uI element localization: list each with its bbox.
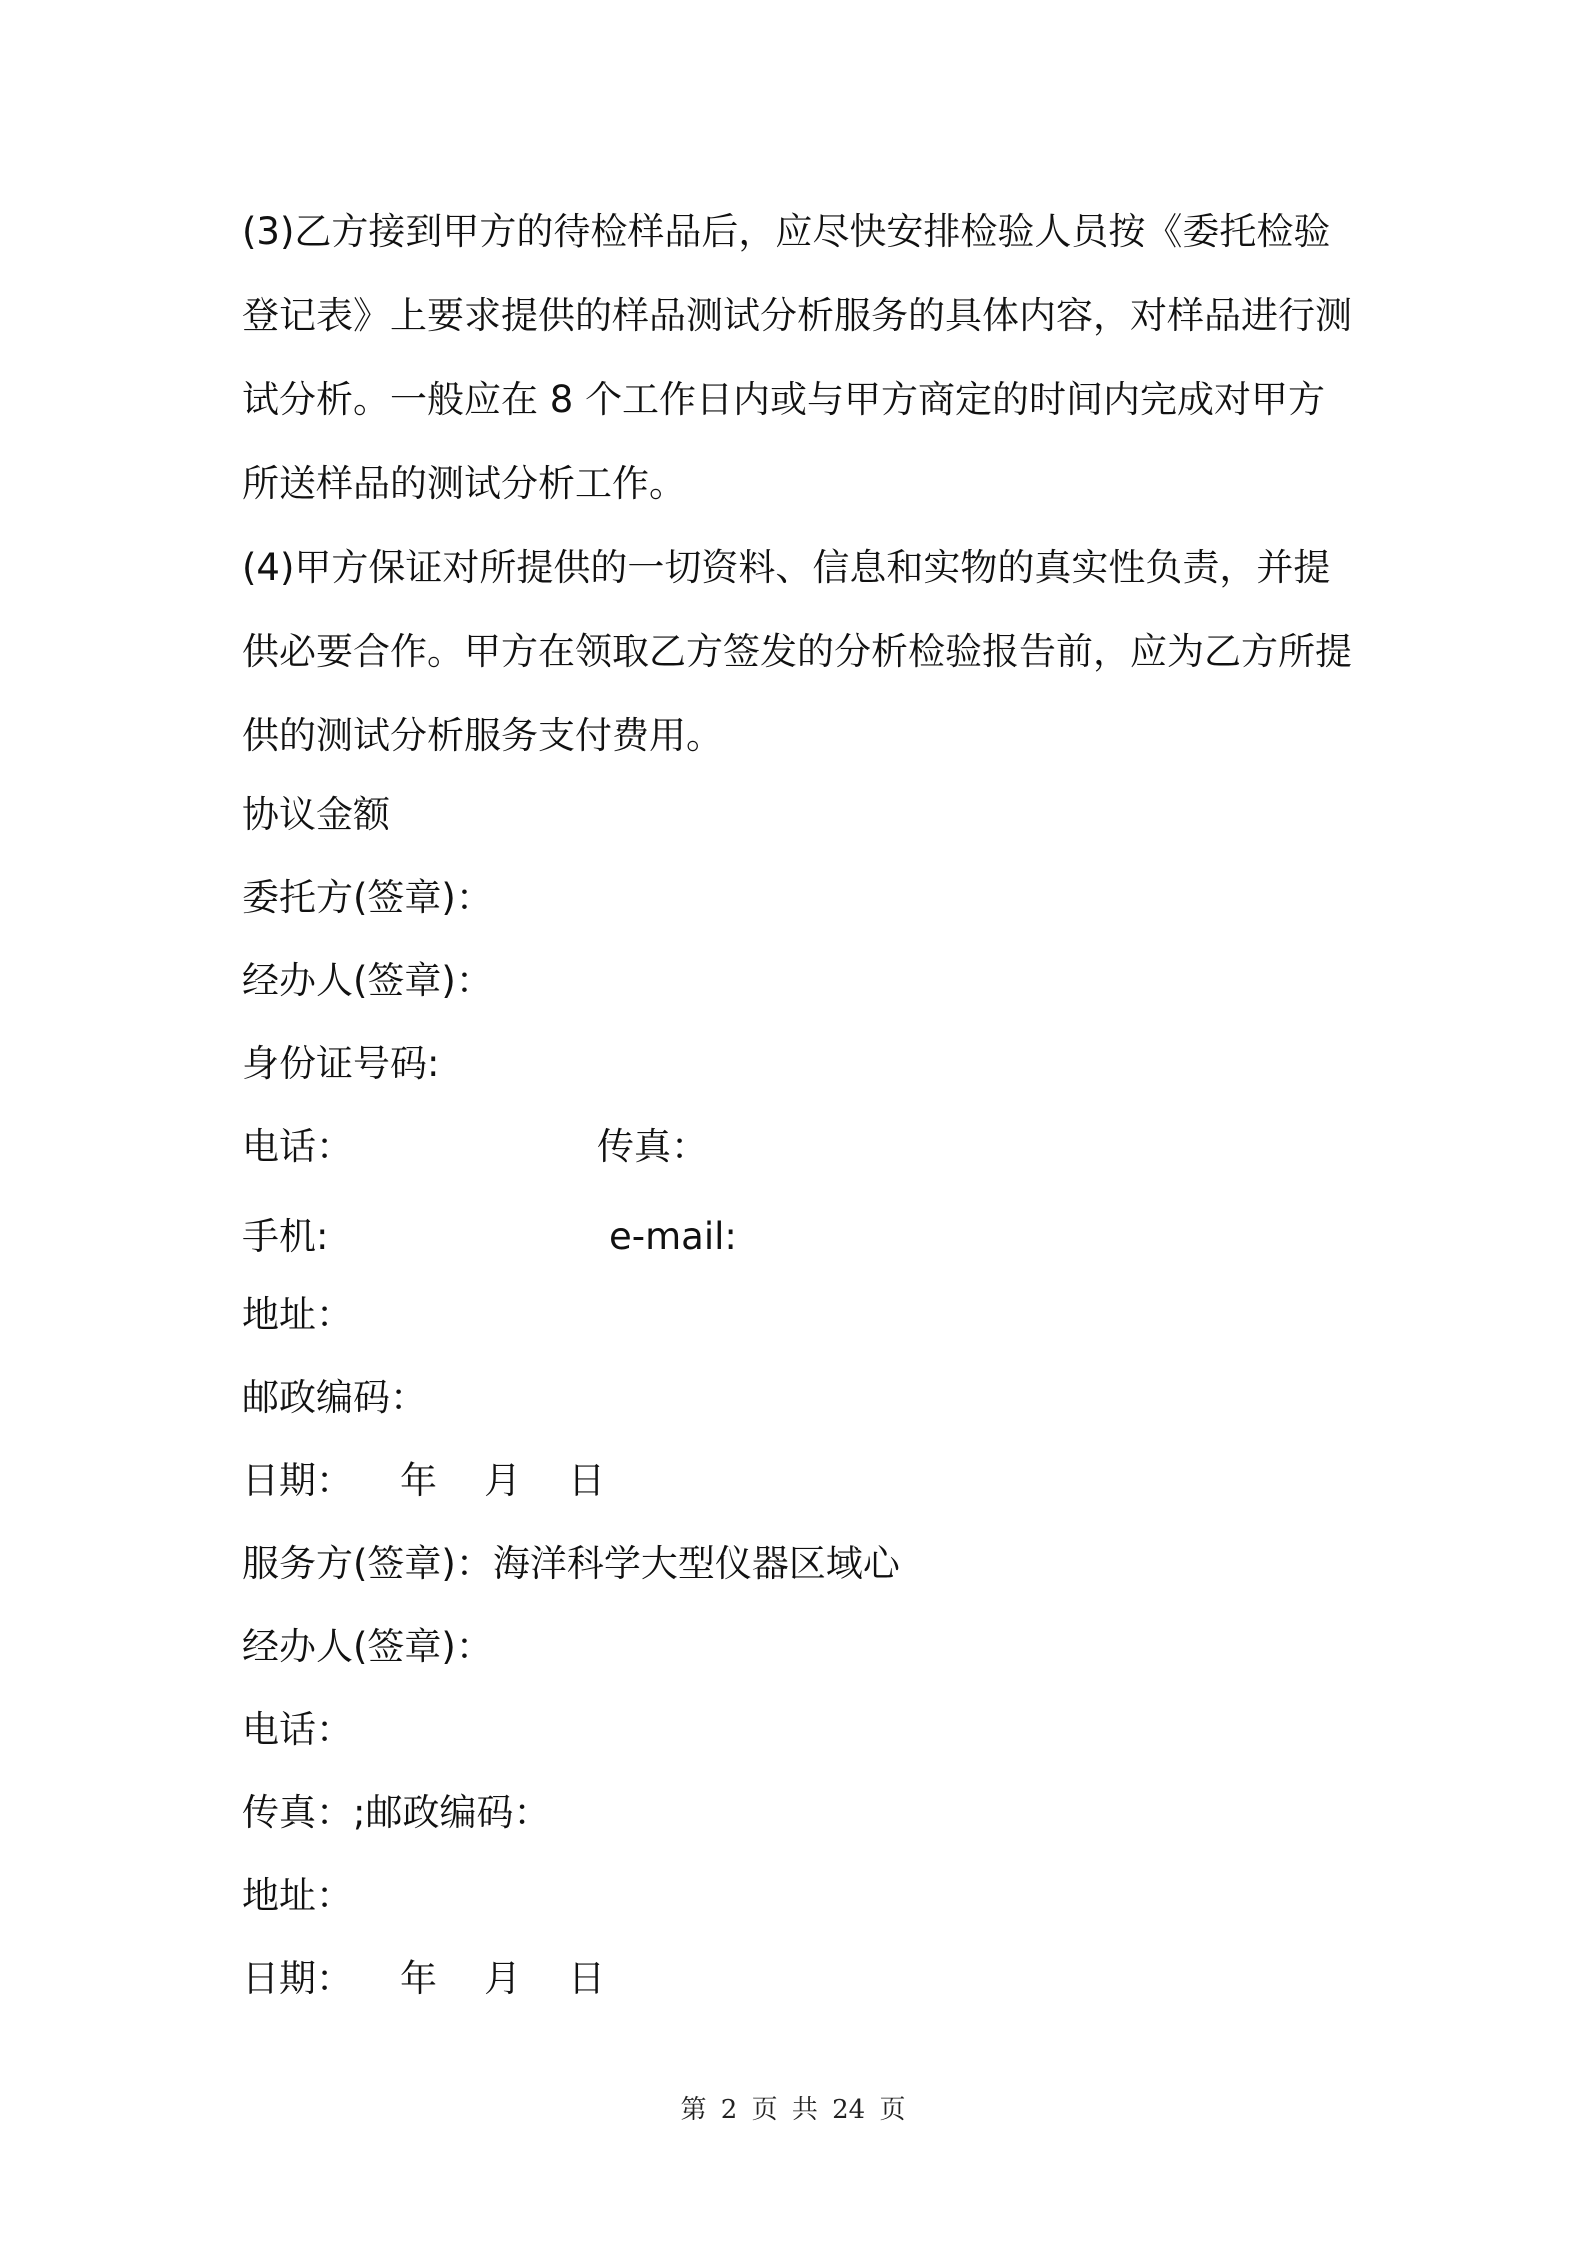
client-email-label: e-mail: <box>609 1215 737 1258</box>
provider-party-label: 服务方(签章)：海洋科学大型仪器区域心 <box>242 1542 900 1585</box>
page-number-footer: 第 2 页 共 24 页 <box>680 2095 906 2125</box>
client-address-label: 地址： <box>242 1293 353 1336</box>
provider-agent-label: 经办人(签章)： <box>242 1625 493 1668</box>
provider-fax-postcode-label: 传真：;邮政编码： <box>242 1791 551 1834</box>
section-title-agreement-amount: 协议金额 <box>242 793 390 836</box>
client-postcode-label: 邮政编码： <box>242 1376 427 1419</box>
client-mobile-label: 手机: <box>242 1215 329 1258</box>
client-agent-label: 经办人(签章)： <box>242 959 493 1002</box>
provider-phone-label: 电话： <box>242 1708 353 1751</box>
client-date-label: 日期： 年 月 日 <box>242 1459 606 1502</box>
client-id-label: 身份证号码: <box>242 1042 440 1085</box>
client-phone-label: 电话： <box>242 1125 353 1168</box>
paragraph-3: (3)乙方接到甲方的待检样品后，应尽快安排检验人员按《委托检验登记表》上要求提供的样品测试分析服务的具体内容，对样品进行测试分析。一般应在 8 个工作日内或与甲方商定的时间内完成对甲方所送样品的测试分析工作。 <box>242 210 1352 505</box>
provider-date-label: 日期： 年 月 日 <box>242 1957 606 2000</box>
paragraph-4: (4)甲方保证对所提供的一切资料、信息和实物的真实性负责，并提供必要合作。甲方在领取乙方签发的分析检验报告前，应为乙方所提供的测试分析服务支付费用。 <box>242 546 1352 757</box>
provider-address-label: 地址： <box>242 1874 353 1917</box>
client-party-label: 委托方(签章)： <box>242 876 493 919</box>
client-fax-label: 传真： <box>597 1125 708 1168</box>
